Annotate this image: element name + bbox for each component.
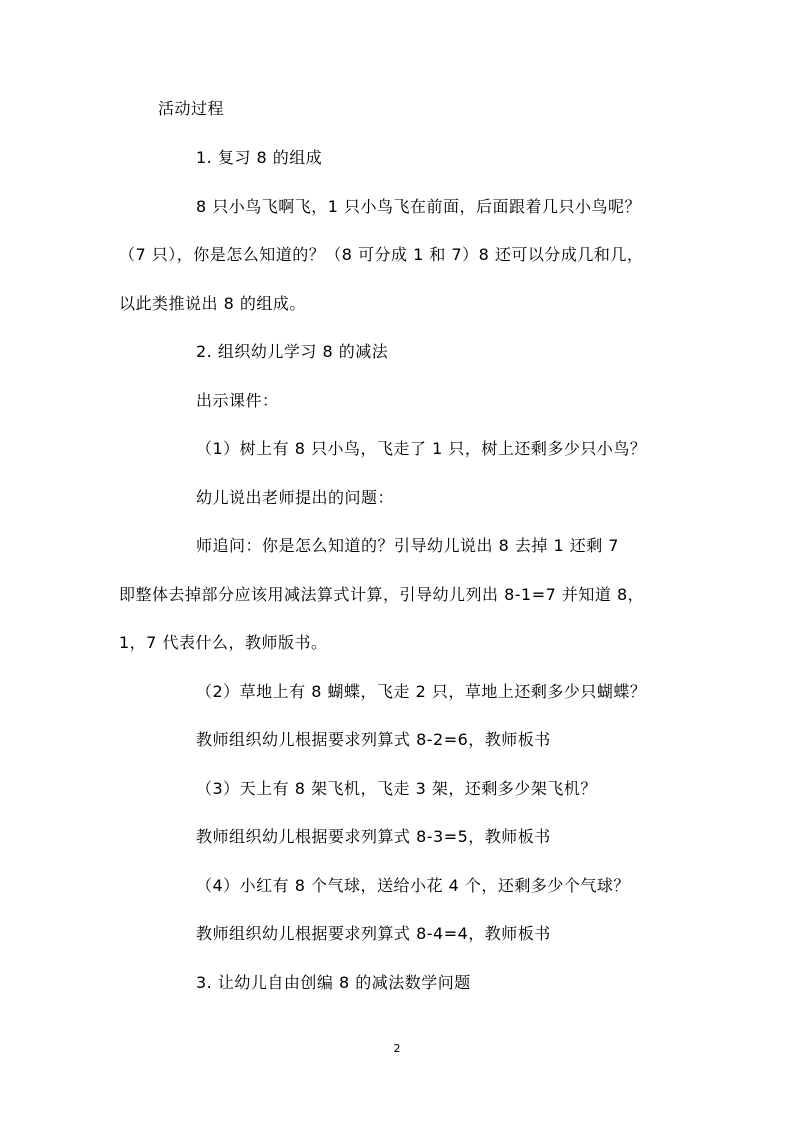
paragraph-line: 1，7 代表什么，教师版书。 <box>119 633 328 652</box>
paragraph-line: 出示课件： <box>196 391 279 410</box>
paragraph-line: 教师组织幼儿根据要求列算式 8-3=5，教师板书 <box>196 827 551 846</box>
paragraph-line: 以此类推说出 8 的组成。 <box>119 294 306 313</box>
question-line: （4）小红有 8 个气球，送给小花 4 个，还剩多少个气球？ <box>196 876 630 895</box>
paragraph-line: 师追问：你是怎么知道的？引导幼儿说出 8 去掉 1 还剩 7 <box>196 536 619 555</box>
paragraph-line: 幼儿说出老师提出的问题： <box>196 488 395 507</box>
question-line: （3）天上有 8 架飞机，飞走 3 架，还剩多少架飞机？ <box>196 779 597 798</box>
paragraph-line: （7 只），你是怎么知道的？（8 可分成 1 和 7）8 还可以分成几和几， <box>119 245 644 264</box>
step-heading: 3. 让幼儿自由创编 8 的减法数学问题 <box>196 973 471 992</box>
question-line: （1）树上有 8 只小鸟，飞走了 1 只，树上还剩多少只小鸟？ <box>196 439 647 458</box>
paragraph-line: 即整体去掉部分应该用减法算式计算，引导幼儿列出 8-1=7 并知道 8， <box>119 585 645 604</box>
step-heading: 1. 复习 8 的组成 <box>196 148 323 167</box>
paragraph-line: 教师组织幼儿根据要求列算式 8-4=4，教师板书 <box>196 924 551 943</box>
section-heading: 活动过程 <box>158 99 225 118</box>
paragraph-line: 教师组织幼儿根据要求列算式 8-2=6，教师板书 <box>196 730 551 749</box>
step-heading: 2. 组织幼儿学习 8 的减法 <box>196 342 389 361</box>
page-number: 2 <box>393 1042 401 1055</box>
paragraph-line: 8 只小鸟飞啊飞，1 只小鸟飞在前面，后面跟着几只小鸟呢？ <box>196 197 642 216</box>
question-line: （2）草地上有 8 蝴蝶，飞走 2 只，草地上还剩多少只蝴蝶？ <box>196 682 647 701</box>
